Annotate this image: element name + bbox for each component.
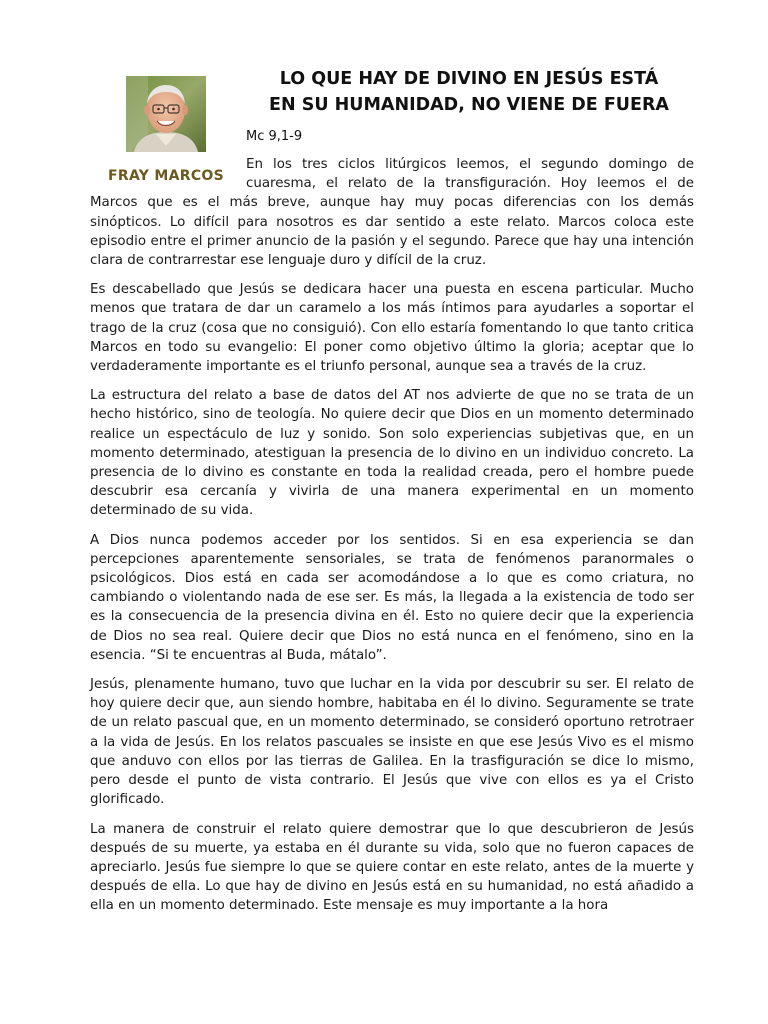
scripture-reference: Mc 9,1-9 [246, 129, 303, 144]
paragraph-6: La manera de construir el relato quiere demostrar que lo que descubrieron de Jesús después de su muerte, ya estaba en él durante su vida, solo que no fueron capaces de apreciarlo. Jesús fue siempre lo que se quiere contar en este relato, antes de la muerte y después de ella. Lo que hay de divino en Jesús está en su humanidad, no está añadido a ella en un momento determinado. Este mensaje es muy importante a la hora [90, 821, 694, 914]
title-line-2: EN SU HUMANIDAD, NO VIENE DE FUERA [269, 95, 669, 115]
author-float-spacer [90, 155, 246, 193]
paragraph-1: En los tres ciclos litúrgicos leemos, el segundo domingo de cuaresma, el relato de la transfiguración. Hoy leemos el de Marcos que es el más breve, aunque hay muy pocas diferencias con los demás sinópticos. Lo difícil para nosotros es dar sentido a este relato. Marcos coloca este episodio entre el primer anuncio de la pasión y el segundo. Parece que hay una intención clara de contrarrestar ese lenguaje duro y difícil de la cruz. [90, 157, 694, 269]
paragraph-2: Es descabellado que Jesús se dedicara hacer una puesta en escena particular. Mucho menos que tratara de dar un caramelo a los más íntimos para ayudarles a soportar el trago de la cruz (cosa que no consiguió). Con ello estaría fomentando lo que tanto critica Marcos en todo su evangelio: El poner como objetivo último la gloria; aceptar que lo verdaderamente importante es el triunfo personal, aunque sea a través de la cruz. [90, 282, 694, 375]
article-body [90, 155, 694, 926]
title-line-1: LO QUE HAY DE DIVINO EN JESÚS ESTÁ [279, 69, 659, 89]
paragraph-4: A Dios nunca podemos acceder por los sentidos. Si en esa experiencia se dan percepciones aparentemente sensoriales, se trata de fenómenos paranormales o psicológicos. Dios está en cada ser acomodándose a lo que es como criatura, no cambiando o violentando nada de ese ser. Es más, la llegada a la existencia de todo ser es la consecuencia de la presencia divina en él. Esto no quiere decir que la experiencia de Dios no sea real. Quiere decir que Dios no está nunca en el fenómeno, sino en la esencia. “Si te encuentras al Buda, mátalo”. [90, 532, 694, 663]
article-title [246, 66, 692, 118]
paragraph-3: La estructura del relato a base de datos del AT nos advierte de que no se trata de un hecho histórico, sino de teología. No quiere decir que Dios en un momento determinado realice un espectáculo de luz y sonido. Son solo experiencias subjetivas que, en un momento determinado, atestiguan la presencia de lo divino en un individuo concreto. La presencia de lo divino es constante en toda la realidad creada, pero el hombre puede descubrir esa cercanía y vivirla de una manera experimental en un momento determinado de su vida. [90, 388, 694, 519]
author-name: FRAY MARCOS [108, 168, 224, 184]
paragraph-5: Jesús, plenamente humano, tuvo que luchar en la vida por descubrir su ser. El relato de hoy quiere decir que, aun siendo hombre, habitaba en él lo divino. Seguramente se trate de un relato pascual que, en un momento determinado, se consideró oportuno retrotraer a la vida de Jesús. En los relatos pascuales se insiste en que ese Jesús Vivo es el mismo que anduvo con ellos por las tierras de Galilea. En la trasfiguración se dice lo mismo, pero desde el punto de vista contrario. El Jesús que vive con ellos es ya el Cristo glorificado. [90, 677, 694, 808]
author-photo [126, 76, 206, 152]
